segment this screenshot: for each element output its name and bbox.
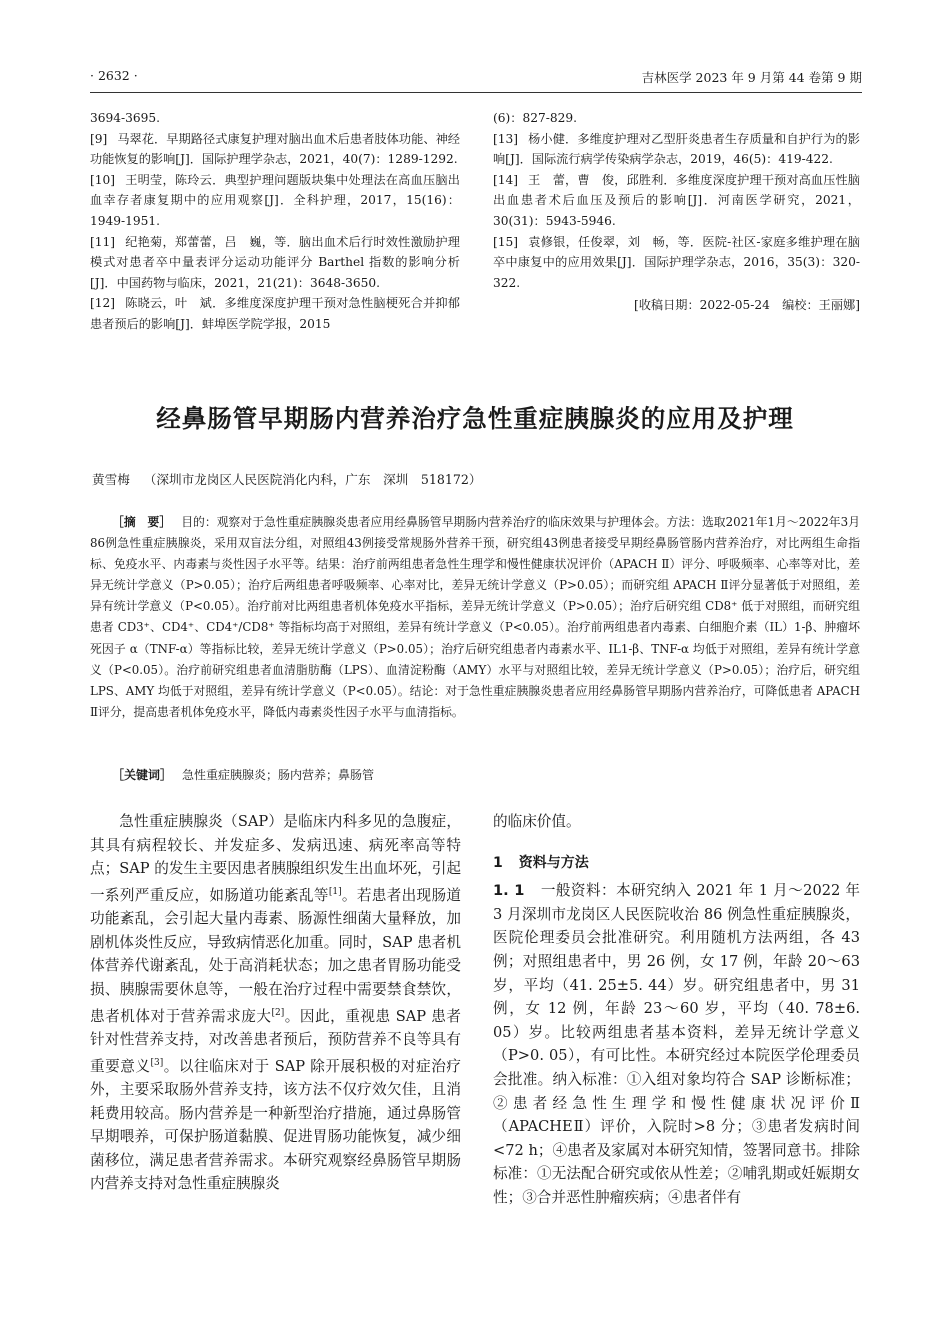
- section-heading: 1 资料与方法: [493, 854, 589, 871]
- subsection-paragraph: 1. 1 一般资料：本研究纳入 2021 年 1 月～2022 年 3 月深圳市龙岗区人民医院收治 86 例急性重症胰腺炎，医院伦理委员会批准研究。利用随机方法两组，各 43 例；对照组患者中，男 26 例，女 17 例，年龄 20～63 岁，平均（41. 25±5. 44）岁。研究组患者中，男 31 例，女 12 例，年龄 23～60 岁，平均（40. 78±6. 05）岁。比较两组患者基本资料，差异无统计学意义（P>0. 05），有可比性。本研究经过本院医学伦理委员会批准。纳入标准：①入组对象均符合 SAP 诊断标准；②患者经急性生理学和慢性健康状况评价Ⅱ（APACHEⅡ）评价，入院时>8 分；③患者发病时间<72 h；④患者及家属对本研究知情，签署同意书。排除标准：①无法配合研究或依从性差；②哺乳期或妊娠期女性；③合并恶性肿瘤疾病；④患者伴有: [493, 882, 860, 1206]
- intro-paragraph-end: 的临床价值。: [493, 813, 581, 830]
- abstract-text: 目的：观察对于急性重症胰腺炎患者应用经鼻肠管早期肠内营养治疗的临床效果与护理体会。方法：选取2021年1月～2022年3月86例急性重症胰腺炎，采用双盲法分组，对照组43例接受常规肠外营养干预，研究组43例患者接受早期经鼻肠管肠内营养治疗，对比两组生命指标、免疫水平、内毒素与炎性因子水平等。结果：治疗前两组患者急性生理学和慢性健康状况评价（APACH Ⅱ）评分、呼吸频率、心率等对比，差异无统计学意义（P>0.05）；治疗后两组患者呼吸频率、心率对比，差异无统计学意义（P>0.05）；而研究组 APACH Ⅱ评分显著低于对照组，差异有统计学意义（P<0.05）。治疗前对比两组患者机体免疫水平指标，差异无统计学意义（P>0.05）；治疗后研究组 CD8⁺ 低于对照组，而研究组患者 CD3⁺、CD4⁺、CD4⁺/CD8⁺ 等指标均高于对照组，差异有统计学意义（P<0.05）。治疗前两组患者内毒素、白细胞介素（IL）1-β、肿瘤坏死因子 α（TNF-α）等指标比较，差异无统计学意义（P>0.05）；治疗后研究组患者内毒素水平、IL1-β、TNF-α 均低于对照组，差异有统计学意义（P<0.05）。治疗前研究组患者血清脂肪酶（LPS）、血清淀粉酶（AMY）水平与对照组比较，差异无统计学意义（P>0.05）；治疗后，研究组 LPS、AMY 均低于对照组，差异有统计学意义（P<0.05）。结论：对于急性重症胰腺炎患者应用经鼻肠管早期肠内营养治疗，可降低患者 APACH Ⅱ评分，提高患者机体免疫水平，降低内毒素炎性因子水平与血清指标。: [90, 515, 860, 719]
- references-left-column: [90, 108, 460, 335]
- keywords: [112, 766, 374, 783]
- author-affiliation: （深圳市龙岗区人民医院消化内科，广东 深圳 518172）: [143, 472, 482, 487]
- reference-item: [11] 纪艳菊，郑蕾蕾，吕 巍，等．脑出血术后行时效性激励护理模式对患者卒中量表评分运动功能评分 Barthel 指数的影响分析[J]．中国药物与临床，2021，21(21)：3648-3650.: [90, 234, 460, 290]
- received-date: [收稿日期：2022-05-24 编校：王丽娜]: [633, 298, 860, 313]
- keywords-text: 急性重症胰腺炎；肠内营养；鼻肠管: [182, 768, 375, 782]
- reference-item: [13] 杨小健．多维度护理对乙型肝炎患者生存质量和自护行为的影响[J]．国际流行病学传染病学杂志，2019，46(5)：419-422.: [493, 131, 860, 167]
- citation: [2]: [271, 1007, 285, 1018]
- running-header: [90, 66, 862, 88]
- keywords-label: ［关键词］: [112, 768, 173, 782]
- abstract: [90, 512, 860, 723]
- reference-item: 3694-3695.: [90, 111, 161, 125]
- header-rule: [90, 92, 862, 93]
- reference-item: [12] 陈晓云，叶 斌．多维度深度护理干预对急性脑梗死合并抑郁患者预后的影响[J]．蚌埠医学院学报，2015: [90, 296, 460, 331]
- reference-item: [14] 王 蕾，曹 俊，邱胜利．多维度深度护理干预对高血压性脑出血患者术后血压及预后的影响[J]．河南医学研究，2021，30(31)：5943-5946.: [493, 172, 860, 228]
- citation: [1]: [328, 886, 342, 897]
- reference-item: [9] 马翠花．早期路径式康复护理对脑出血术后患者肢体功能、神经功能恢复的影响[J]．国际护理学杂志，2021，40(7)：1289-1292.: [90, 131, 460, 167]
- references-right-column: [493, 108, 860, 316]
- citation: [3]: [150, 1057, 164, 1068]
- author-line: [92, 469, 482, 488]
- subsection-number: 1. 1: [493, 882, 525, 900]
- author-name: 黄雪梅: [92, 472, 130, 487]
- article-title: 经鼻肠管早期肠内营养治疗急性重症胰腺炎的应用及护理: [156, 404, 794, 433]
- reference-item: [15] 袁修银，任俊翠，刘 畅，等．医院-社区-家庭多维护理在脑卒中康复中的应用效果[J]．国际护理学杂志，2016，35(3)：320-322.: [493, 234, 860, 290]
- reference-item: [10] 王明莹，陈玲云．典型护理问题版块集中处理法在高血压脑出血幸存者康复期中的应用观察[J]．全科护理，2017，15(16)：1949-1951.: [90, 172, 460, 228]
- abstract-label: ［摘 要］: [112, 515, 172, 529]
- body-left-column: [90, 810, 461, 1196]
- body-right-column: [493, 810, 860, 1210]
- journal-issue: 吉林医学 2023 年 9 月第 44 卷第 9 期: [641, 70, 862, 85]
- page-number: · 2632 ·: [90, 68, 138, 83]
- reference-item: (6)：827-829.: [493, 111, 577, 125]
- intro-paragraph: 急性重症胰腺炎（SAP）是临床内科多见的急腹症，其具有病程较长、并发症多、发病迅速、病死率高等特点；SAP 的发生主要因患者胰腺组织发生出血坏死，引起一系列严重反应，如肠道功能紊乱等[1]。若患者出现肠道功能紊乱，会引起大量内毒素、肠源性细菌大量释放，加剧机体炎性反应，导致病情恶化加重。同时，SAP 患者机体营养代谢紊乱，处于高消耗状态；加之患者胃肠功能受损、胰腺需要休息等，一般在治疗过程中需要禁食禁饮，患者机体对于营养需求庞大[2]。因此，重视患 SAP 患者针对性营养支持，对改善患者预后，预防营养不良等具有重要意义[3]。以往临床对于 SAP 除开展积极的对症治疗外，主要采取肠外营养支持，该方法不仅疗效欠佳，且消耗费用较高。肠内营养是一种新型治疗措施，通过鼻肠管早期喂养，可保护肠道黏膜、促进胃肠功能恢复，减少细菌移位，满足患者营养需求。本研究观察经鼻肠管早期肠内营养支持对急性重症胰腺炎: [90, 813, 461, 1193]
